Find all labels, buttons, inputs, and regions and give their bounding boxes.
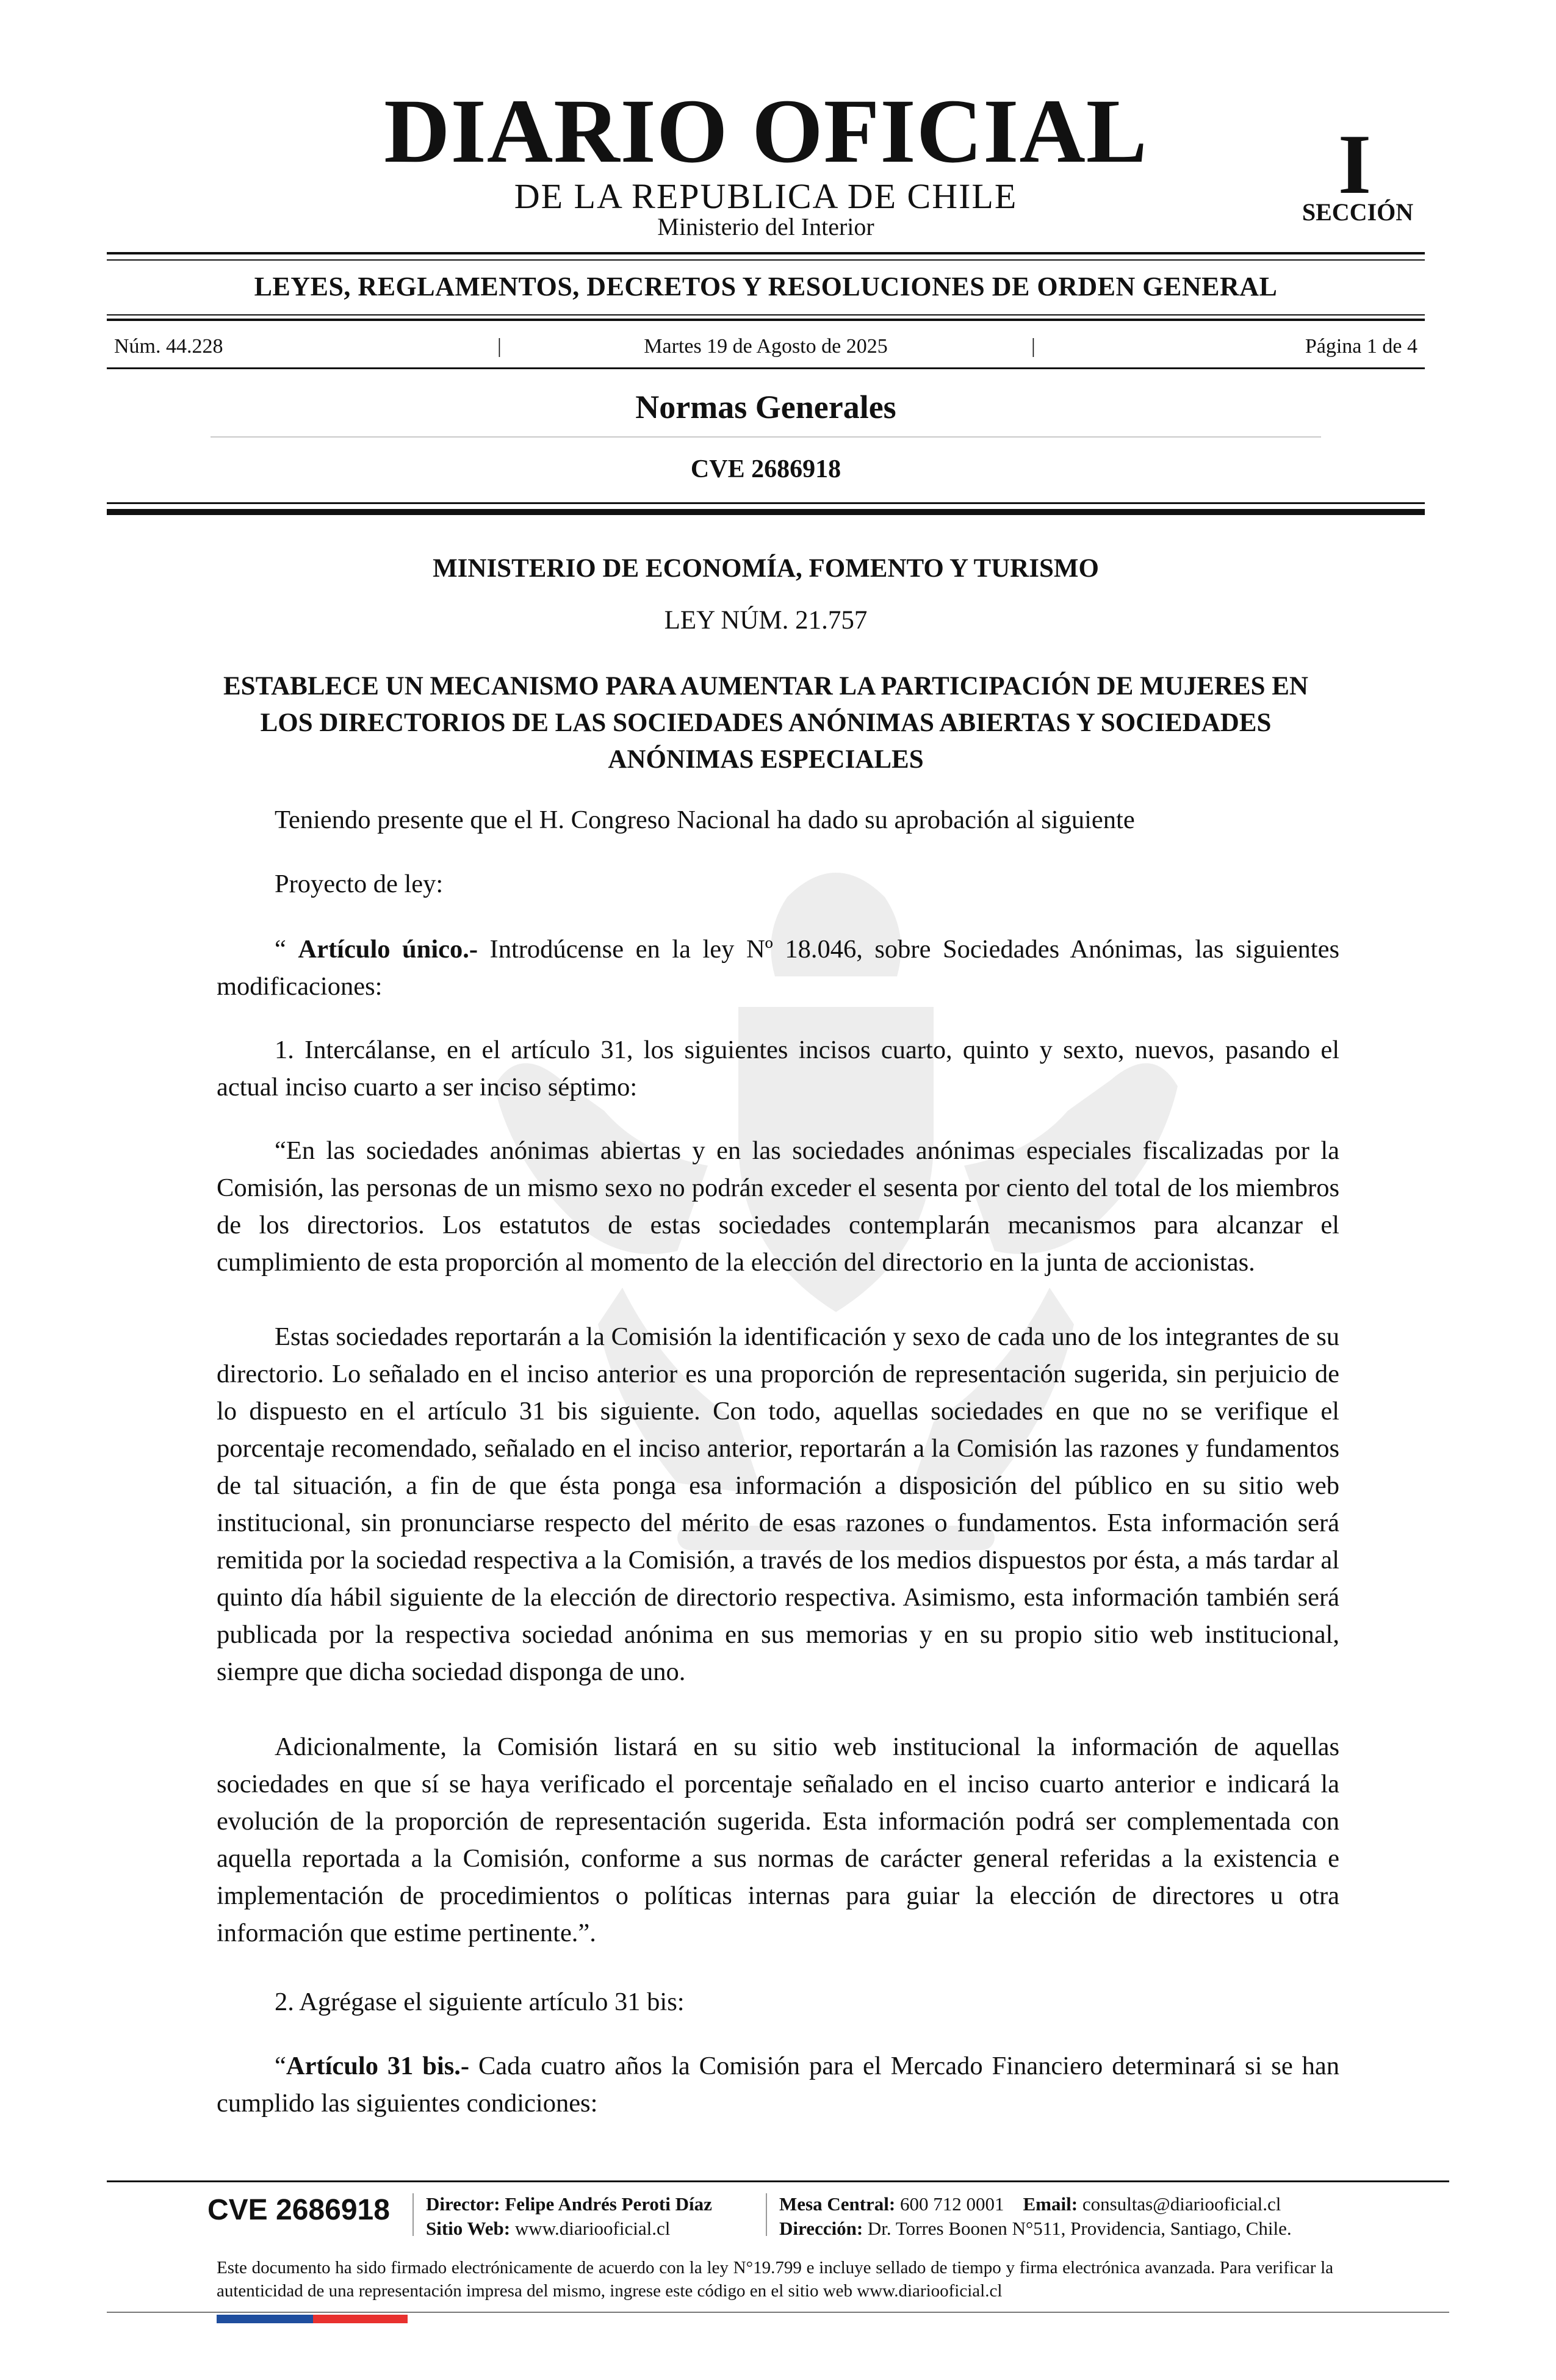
- address-label: Dirección:: [779, 2218, 863, 2239]
- issue-separator: |: [1031, 335, 1036, 358]
- intro-paragraph: Teniendo presente que el H. Congreso Nacional ha dado su aprobación al siguiente: [275, 806, 1135, 834]
- email-label: Email:: [1023, 2193, 1078, 2215]
- quote-mark: “: [275, 2052, 286, 2080]
- footer-divider: [412, 2193, 414, 2236]
- footer-contact: [779, 2192, 1281, 2216]
- project-label: Proyecto de ley:: [275, 870, 444, 898]
- footer-cve-code: CVE 2686918: [207, 2194, 390, 2226]
- footer-director: [426, 2192, 712, 2216]
- masthead-subtitle: DE LA REPUBLICA DE CHILE: [514, 176, 1018, 216]
- ministry-name: MINISTERIO DE ECONOMÍA, FOMENTO Y TURISMO: [433, 554, 1099, 583]
- issue-number: Núm. 44.228: [114, 335, 223, 358]
- law-title: ESTABLECE UN MECANISMO PARA AUMENTAR LA PARTICIPACIÓN DE MUJERES EN LOS DIRECTORIOS DE LAS SOCIEDADES ANÓNIMAS ABIERTAS Y SOCIEDADES ANÓNIMAS ESPECIALES: [223, 672, 1308, 774]
- section-label: SECCIÓN: [1302, 198, 1414, 226]
- director-name: Felipe Andrés Peroti Díaz: [505, 2193, 712, 2215]
- header-rule: [107, 319, 1425, 321]
- issue-date: Martes 19 de Agosto de 2025: [644, 335, 888, 358]
- item-2-paragraph: 2. Agrégase el siguiente artículo 31 bis:: [275, 1988, 685, 2016]
- website-link[interactable]: www.diariooficial.cl: [514, 2218, 671, 2239]
- footer-website: [426, 2216, 670, 2241]
- header-rule: [107, 252, 1425, 254]
- email-link[interactable]: consultas@diariooficial.cl: [1082, 2193, 1281, 2215]
- article-text: Introdúcense en la ley Nº 18.046, sobre Sociedades Anónimas, las siguientes modificaciones:: [217, 935, 1339, 1001]
- header-rule: [107, 314, 1425, 316]
- footer-address: [779, 2216, 1292, 2241]
- flag-stripe-red: [313, 2315, 408, 2323]
- flag-stripe-blue: [217, 2315, 313, 2323]
- footer-divider: [766, 2193, 767, 2236]
- issue-separator: |: [497, 335, 502, 358]
- body-rule: [107, 509, 1425, 515]
- issue-page: Página 1 de 4: [1305, 335, 1417, 358]
- header-rule: [107, 259, 1425, 261]
- footer-bottom-rule: [107, 2312, 1449, 2313]
- issue-rule: [107, 367, 1425, 369]
- article-label: Artículo único.-: [298, 935, 478, 964]
- masthead-ministry: Ministerio del Interior: [657, 213, 874, 240]
- address-value: Dr. Torres Boonen N°511, Providencia, Santiago, Chile.: [867, 2218, 1292, 2239]
- quoted-paragraph-3: Adicionalmente, la Comisión listará en su sitio web institucional la información de aquellas sociedades en que sí se haya verificado el porcentaje señalado en el inciso cuarto anterior e indicará la evolución de la proporción de representación sugerida. Esta información podrá ser complementada con aquella reportada a la Comisión, conforme a sus normas de carácter general referidas a la existencia e implementación de procedimientos o políticas internas para guiar la elección de directores u otra información que estime pertinente.”.: [217, 1733, 1339, 1947]
- item-1-paragraph: 1. Intercálanse, en el artículo 31, los siguientes incisos cuarto, quinto y sexto, nuevos, pasando el actual inciso cuarto a ser inciso séptimo:: [217, 1036, 1339, 1102]
- quote-mark: “: [275, 935, 298, 964]
- help-label: Mesa Central:: [779, 2193, 896, 2215]
- issue-info-row: [107, 333, 1425, 360]
- help-phone: 600 712 0001: [900, 2193, 1004, 2215]
- website-label: Sitio Web:: [426, 2218, 511, 2239]
- article-text: Cada cuatro años la Comisión para el Mercado Financiero determinará si se han cumplido las siguientes condiciones:: [217, 2052, 1339, 2118]
- article-label: Artículo 31 bis.-: [286, 2052, 470, 2080]
- footer-rule: [107, 2180, 1449, 2182]
- section-title: Normas Generales: [635, 389, 896, 425]
- article-31-bis-paragraph: [217, 2047, 1339, 2122]
- section-numeral: I: [1338, 117, 1372, 212]
- article-unico-paragraph: [217, 931, 1339, 1005]
- law-number: LEY NÚM. 21.757: [664, 606, 868, 635]
- general-heading: LEYES, REGLAMENTOS, DECRETOS Y RESOLUCIONES DE ORDEN GENERAL: [254, 272, 1278, 301]
- quoted-paragraph-1: “En las sociedades anónimas abiertas y en las sociedades anónimas especiales fiscalizadas por la Comisión, las personas de un mismo sexo no podrán exceder el sesenta por ciento del total de los miembros de los directorios. Los estatutos de estas sociedades contemplarán mecanismos para alcanzar el cumplimiento de esta proporción al momento de la elección del directorio en la junta de accionistas.: [217, 1136, 1339, 1277]
- cve-code: CVE 2686918: [690, 455, 841, 483]
- masthead-title: DIARIO OFICIAL: [384, 81, 1148, 182]
- director-label: Director:: [426, 2193, 500, 2215]
- body-rule: [107, 502, 1425, 504]
- quoted-paragraph-2: Estas sociedades reportarán a la Comisión la identificación y sexo de cada uno de los integrantes de su directorio. Lo señalado en el inciso anterior es una proporción de representación sugerida, sin perjuicio de lo dispuesto en el artículo 31 bis siguiente. Con todo, aquellas sociedades en que no se verifique el porcentaje recomendado, señalado en el inciso anterior, reportarán a la Comisión las razones y fundamentos de tal situación, a fin de que ésta ponga esa información a disposición del público en su sitio web institucional, sin pronunciarse respecto del mérito de esas razones o fundamentos. Esta información será remitida por la sociedad respectiva a la Comisión, a través de los medios dispuestos por ésta, a más tardar al quinto día hábil siguiente de la elección de directorio respectiva. Asimismo, esta información también será publicada por la respectiva sociedad anónima en sus memorias y en su propio sitio web institucional, siempre que dicha sociedad disponga de uno.: [217, 1322, 1339, 1686]
- section-rule: [211, 436, 1321, 438]
- footer-notice: Este documento ha sido firmado electrónicamente de acuerdo con la ley N°19.799 e incluye sellado de tiempo y firma electrónica avanzada. Para verificar la autenticidad de una representación impresa del mismo, ingrese este código en el sitio web www.diariooficial.cl: [217, 2258, 1333, 2301]
